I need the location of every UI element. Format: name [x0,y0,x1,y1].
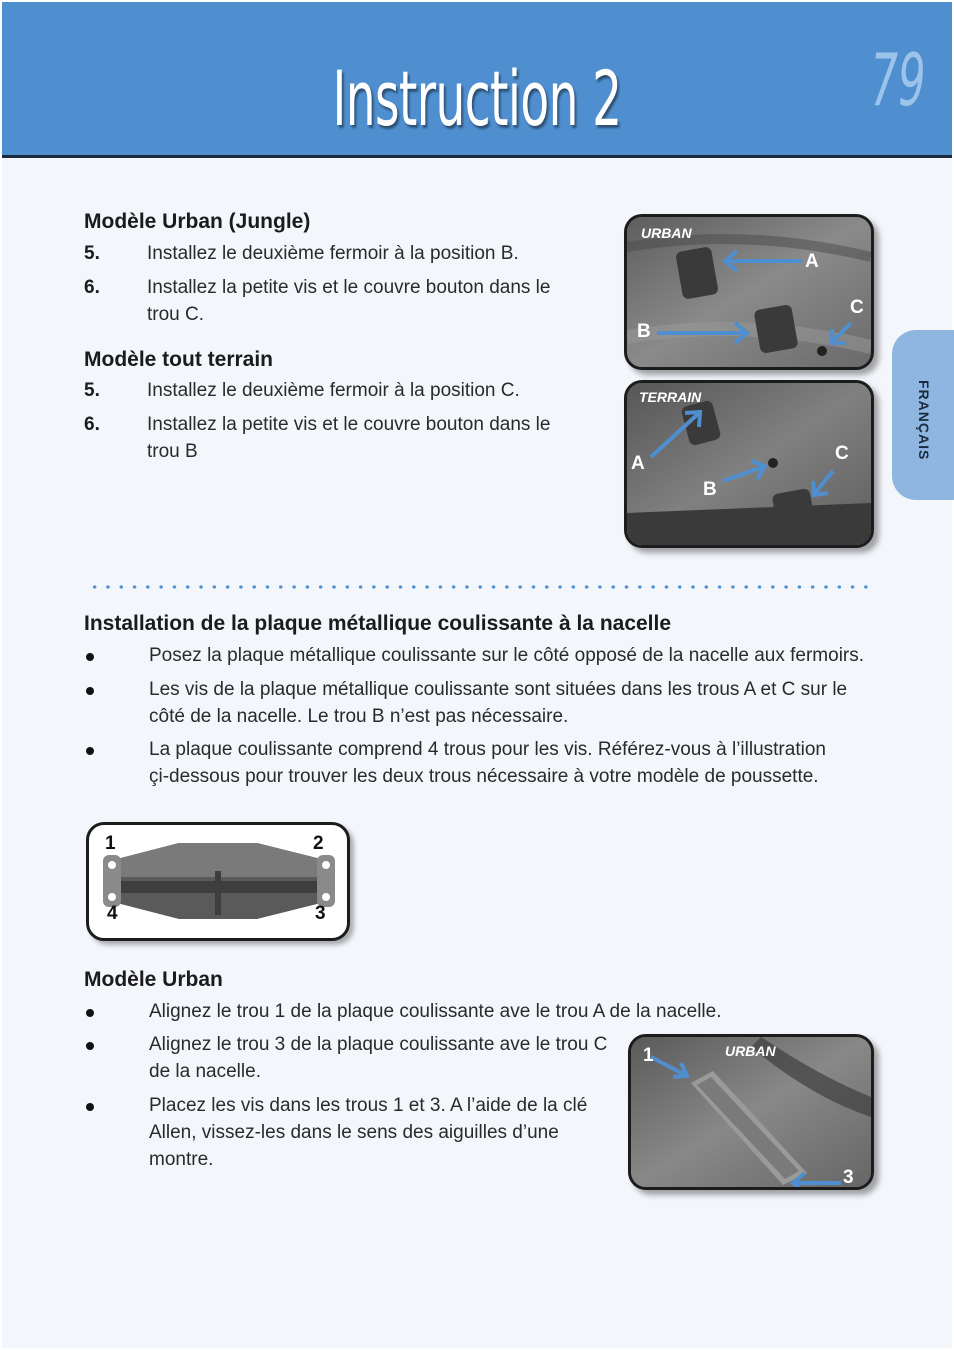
bullet-marker [86,747,94,755]
bullet-marker [86,687,94,695]
photo-urban-buckles [624,214,874,370]
urban-plate-illustration [631,1037,871,1187]
bullet-marker [86,1042,94,1050]
position-label-a: A [631,453,645,474]
bullet-text: Alignez le trou 1 de la plaque coulissante ave le trou A de la nacelle. [149,1001,722,1022]
position-label-b: B [637,321,651,342]
bullet-marker [86,1009,94,1017]
hole-label-4: 4 [107,903,118,924]
hole-label-2: 2 [313,833,324,854]
hole-label-3: 3 [315,903,326,924]
step-text: Installez la petite vis et le couvre bouton dans le trou C. [147,277,551,325]
dotted-divider [88,584,873,590]
step-text: Installez le deuxième fermoir à la position B. [147,243,519,264]
photo-terrain-buckles [624,380,874,548]
bullet-text: Alignez le trou 3 de la plaque coulissante ave le trou C de la nacelle. [149,1034,608,1082]
photo-tag: TERRAIN [639,389,702,405]
position-label-a: A [805,251,819,272]
plate-installation-heading: Installation de la plaque métallique coulissante à la nacelle [84,612,672,635]
step-text: Installez la petite vis et le couvre bouton dans le trou B [147,414,551,462]
terrain-heading: Modèle tout terrain [84,348,274,371]
language-tab-label: FRANÇAIS [916,380,932,461]
position-label-b: B [703,479,717,500]
bullet-text: Placez les vis dans les trous 1 et 3. A l’aide de la clé Allen, vissez-les dans le sens des aiguilles d’une montre. [149,1095,588,1170]
step-number: 6. [84,277,100,298]
photo-tag: URBAN [641,225,692,241]
step-number: 6. [84,414,100,435]
bullet-text: Les vis de la plaque métallique coulissante sont situées dans les trous A et C sur le côté de la nacelle. Le trou B n’est pas nécessaire. [149,679,848,727]
page-number: 79 [871,38,926,122]
sliding-plate-illustration [89,825,347,938]
position-label-c: C [835,443,849,464]
bullet-text: Posez la plaque métallique coulissante sur le côté opposé de la nacelle aux fermoirs. [149,645,865,666]
step-number: 5. [84,380,100,401]
bullet-text: La plaque coulissante comprend 4 trous pour les vis. Référez-vous à l’illustration çi-dessous pour trouver les deux trous nécessaire à votre modèle de poussette. [149,739,826,787]
step-number: 5. [84,243,100,264]
photo-urban-plate [628,1034,874,1190]
language-tab [892,330,954,500]
photo-tag: URBAN [725,1043,776,1059]
header-banner [2,2,952,158]
bullet-marker [86,653,94,661]
plate-diagram [86,822,350,941]
page-title: Instruction 2 [332,54,622,143]
urban-jungle-heading: Modèle Urban (Jungle) [84,210,311,233]
page [2,2,952,1348]
position-label-c: C [850,297,864,318]
hole-label-1: 1 [105,833,116,854]
urban-model-heading: Modèle Urban [84,968,223,991]
step-text: Installez le deuxième fermoir à la position C. [147,380,520,401]
hole-label-3: 3 [843,1167,854,1188]
hole-label-1: 1 [643,1045,654,1066]
bullet-marker [86,1103,94,1111]
